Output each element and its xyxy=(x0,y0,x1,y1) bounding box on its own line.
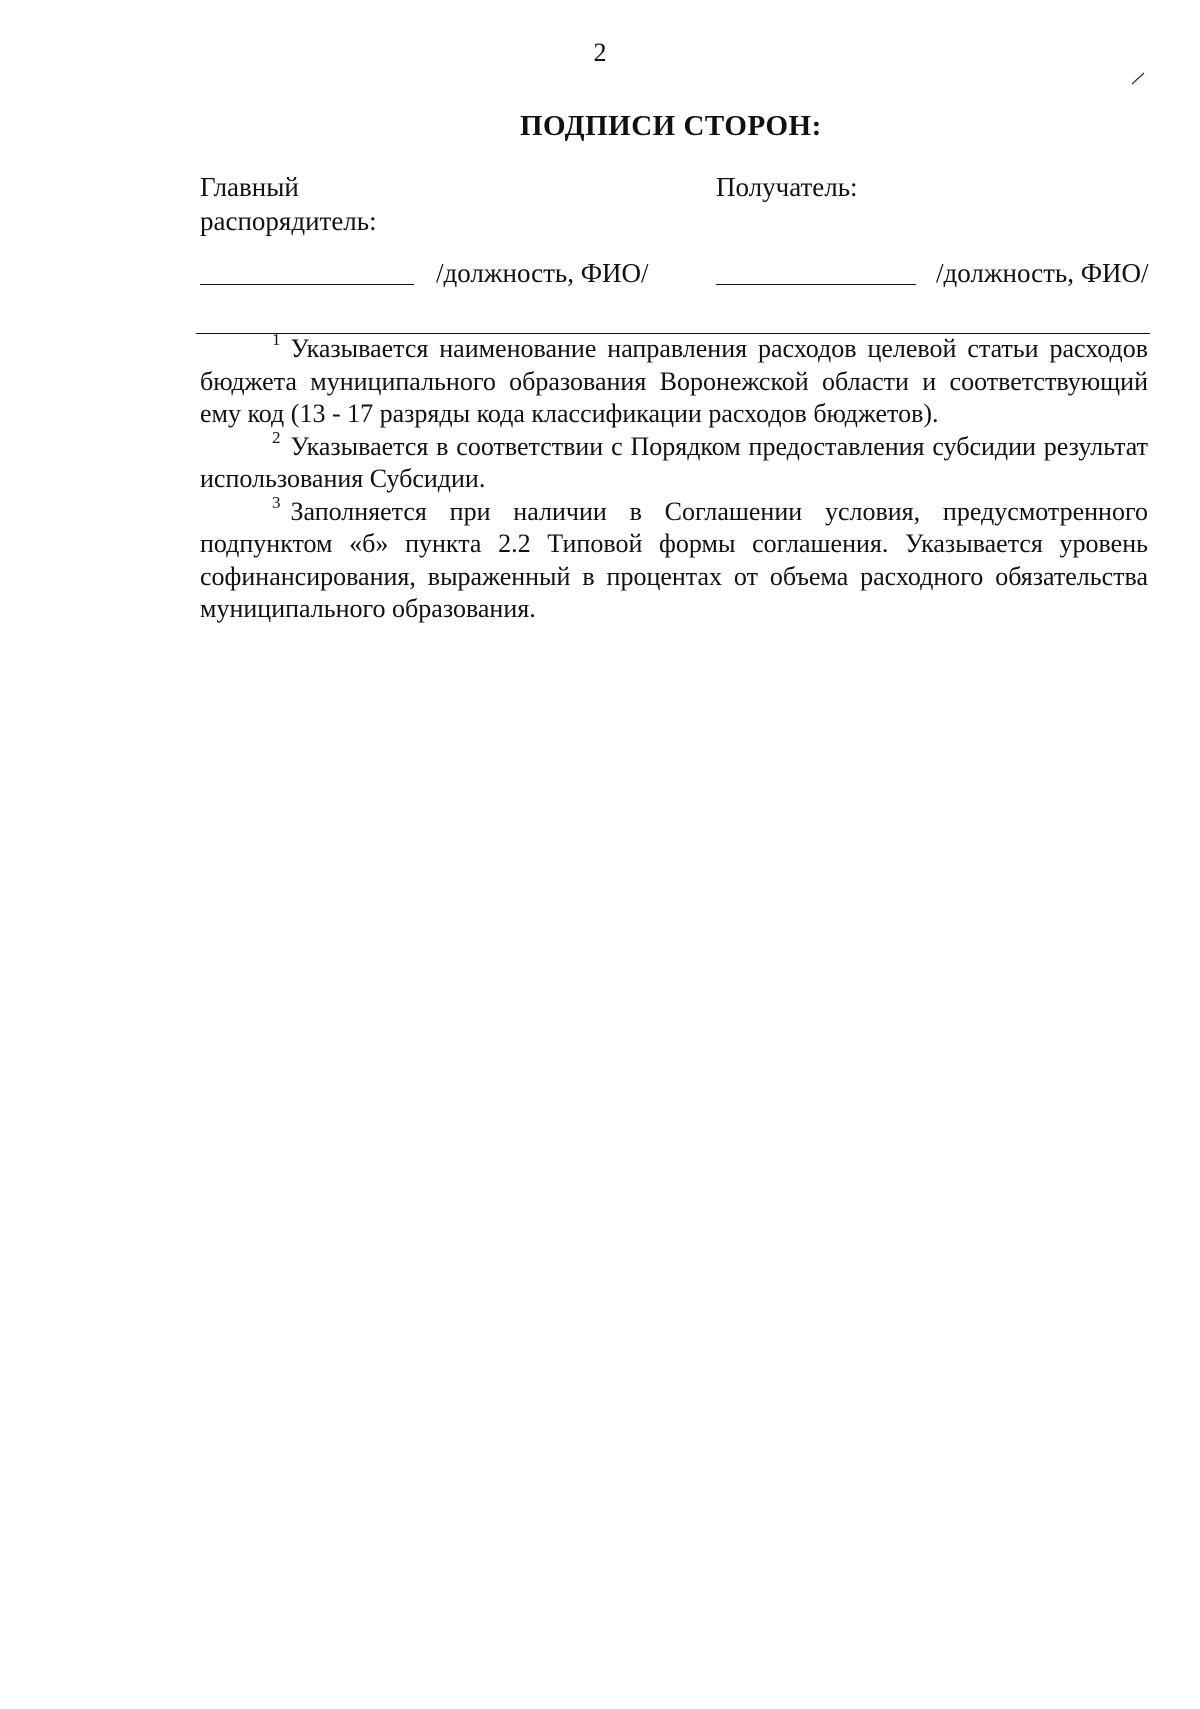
recipient-label: Получатель: xyxy=(716,172,858,202)
footnote-1-marker: 1 xyxy=(272,330,281,350)
signatures-title: ПОДПИСИ СТОРОН: xyxy=(520,110,822,142)
chief-administrator-label-line1: Главный xyxy=(200,172,299,202)
recipient-signature-caption: /должность, ФИО/ xyxy=(936,258,1149,288)
chief-administrator-signature-caption: /должность, ФИО/ xyxy=(436,258,649,288)
footnote-3 xyxy=(200,492,1148,626)
footnote-2 xyxy=(200,427,1148,496)
footnotes xyxy=(200,330,1148,626)
stray-pen-mark xyxy=(1130,70,1146,86)
chief-administrator-label xyxy=(200,170,500,238)
footnote-1-text: Указывается наименование направления расходов целевой статьи расходов бюджета муниципального образования Воронежской области и соответствующий ему код (13 - 17 разряды кода классификации расходов бюджетов). xyxy=(200,334,1148,428)
footnote-2-marker: 2 xyxy=(272,427,281,447)
footnote-3-text: Заполняется при наличии в Соглашении условия, предусмотренного подпунктом «б» пункта 2.2 Типовой формы соглашения. Указывается уровень софинансирования, выраженный в процентах от объема расходного обязательства муниципального образования. xyxy=(200,496,1148,623)
footnote-3-marker: 3 xyxy=(272,492,281,512)
footnote-2-text: Указывается в соответствии с Порядком предоставления субсидии результат использования Субсидии. xyxy=(200,431,1148,493)
chief-administrator-label-line2: распорядитель: xyxy=(200,206,377,236)
chief-administrator-signature-line xyxy=(200,284,414,285)
recipient-signature-line xyxy=(716,284,916,285)
footnote-1 xyxy=(200,330,1148,431)
page-number: 2 xyxy=(593,38,607,67)
